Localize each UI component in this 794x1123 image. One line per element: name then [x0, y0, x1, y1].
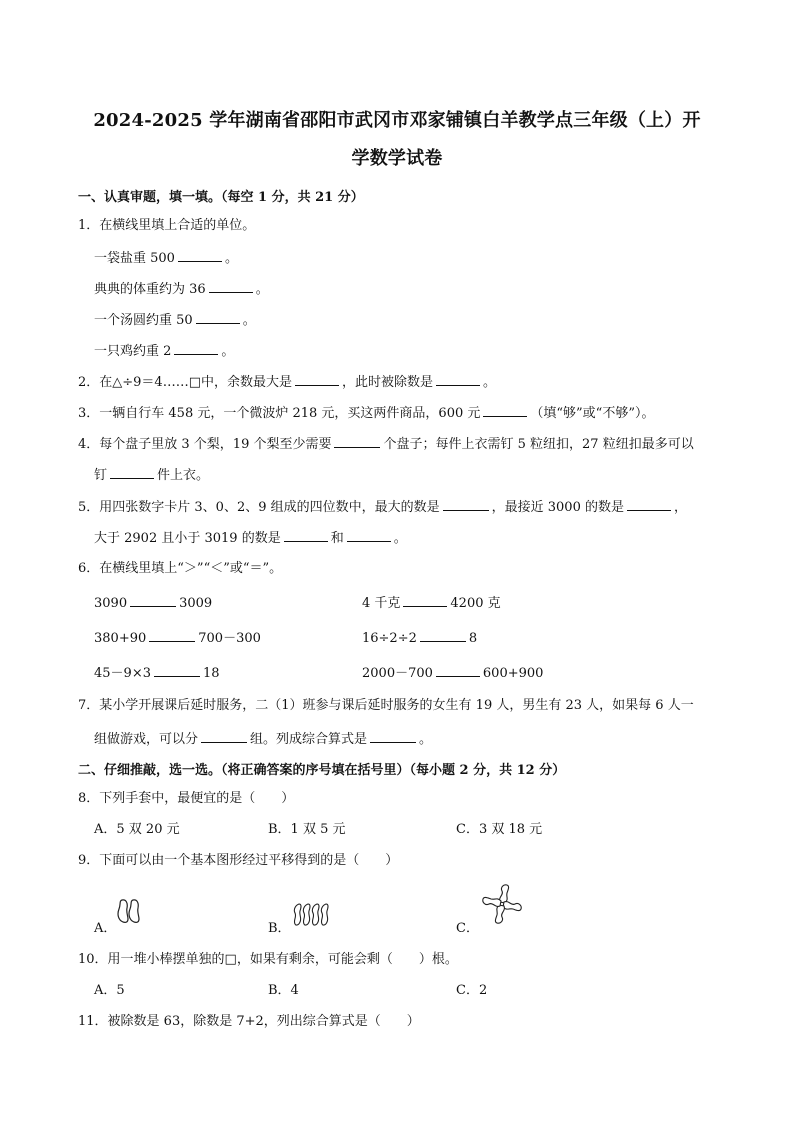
q4-text-mid: 个盘子；每件上衣需钉 5 粒纽扣，27 粒纽扣最多可以	[383, 437, 694, 452]
compare-right: 600+900	[482, 666, 544, 681]
q1-item-3-text: 一个汤圆约重 50	[94, 313, 193, 328]
q6-compare-2	[362, 593, 501, 613]
q1-item-3-end: 。	[242, 313, 256, 328]
q4-line2-text: 钉	[94, 468, 108, 483]
exam-title-line1: 2024-2025 学年湖南省邵阳市武冈市邓家铺镇白羊教学点三年级（上）开	[93, 110, 701, 131]
q6-stem: 6．在横线里填上“＞”“＜”或“＝”。	[78, 561, 283, 576]
q4-line2-end: 件上衣。	[157, 468, 210, 483]
q11-stem: 11．被除数是 63，除数是 7+2，列出综合算式是（ ）	[78, 1014, 420, 1029]
q1-item-4-text: 一只鸡约重 2	[94, 344, 172, 359]
q6-compare-4	[362, 628, 477, 648]
compare-right: 4200 克	[450, 596, 501, 611]
q2-text: 2．在△÷9＝4……□中，余数最大是	[78, 375, 292, 390]
compare-left: 4 千克	[362, 596, 401, 611]
answer-blank[interactable]	[443, 497, 489, 511]
answer-blank[interactable]	[436, 372, 480, 386]
answer-blank[interactable]	[627, 497, 671, 511]
q2	[78, 372, 496, 392]
q1-item-1-end: 。	[224, 251, 238, 266]
q5-line2	[94, 528, 407, 548]
q5-line2-end: 。	[393, 531, 407, 546]
answer-blank[interactable]	[149, 628, 195, 642]
q5-line2-mid: 和	[330, 531, 344, 546]
q8-option-b[interactable]: B．1 双 5 元	[268, 822, 346, 837]
answer-blank[interactable]	[295, 372, 339, 386]
section1-heading: 一、认真审题，填一填。（每空 1 分，共 21 分）	[78, 190, 364, 205]
q1-item-1	[94, 248, 238, 268]
answer-blank[interactable]	[420, 628, 466, 642]
answer-blank[interactable]	[284, 528, 328, 542]
pinwheel-figure	[478, 882, 526, 926]
answer-blank[interactable]	[130, 593, 176, 607]
q1-item-2-end: 。	[255, 282, 269, 297]
q4-line1	[78, 434, 694, 454]
q2-text-mid: ，此时被除数是	[342, 375, 434, 390]
q10-option-c[interactable]: C．2	[456, 983, 488, 998]
answer-blank[interactable]	[154, 663, 200, 677]
q3-text: 3．一辆自行车 458 元，一个微波炉 218 元，买这两件商品，600 元	[78, 406, 481, 421]
q2-text-end: 。	[483, 375, 497, 390]
q5-line1	[78, 497, 687, 517]
q10-stem: 10．用一堆小棒摆单独的□，如果有剩余，可能会剩（ ）根。	[78, 952, 458, 967]
q5-text-mid: ，最接近 3000 的数是	[491, 500, 624, 515]
section2-heading: 二、仔细推敲，选一选。（将正确答案的序号填在括号里）（每小题 2 分，共 12 分）	[78, 763, 566, 778]
answer-blank[interactable]	[370, 729, 416, 743]
q1-stem: 1．在横线里填上合适的单位。	[78, 218, 256, 233]
compare-left: 380+90	[94, 631, 147, 646]
compare-left: 45－9×3	[94, 666, 151, 681]
compare-right: 8	[468, 631, 478, 646]
q6-compare-3	[94, 628, 261, 648]
answer-blank[interactable]	[196, 310, 240, 324]
answer-blank[interactable]	[483, 403, 527, 417]
q3-text-end: （填“够”或“不够”）。	[530, 406, 655, 421]
q4-text: 4．每个盘子里放 3 个梨，19 个梨至少需要	[78, 437, 332, 452]
wave-row-figure	[292, 902, 332, 926]
q8-option-c[interactable]: C．3 双 18 元	[456, 822, 543, 837]
answer-blank[interactable]	[178, 248, 222, 262]
q5-text-end: ，	[673, 500, 687, 515]
compare-left: 16÷2÷2	[362, 631, 417, 646]
q9-option-a[interactable]: A．	[94, 921, 117, 936]
q10-option-a[interactable]: A．5	[94, 983, 125, 998]
q7-line2-text: 组做游戏，可以分	[94, 732, 199, 747]
q6-compare-6	[362, 663, 543, 683]
q1-item-2	[94, 279, 269, 299]
bean-pair-figure	[116, 898, 144, 924]
q5-line2-text: 大于 2902 且小于 3019 的数是	[94, 531, 281, 546]
q1-item-2-text: 典典的体重约为 36	[94, 282, 206, 297]
answer-blank[interactable]	[201, 729, 247, 743]
q9-option-c[interactable]: C．	[456, 921, 479, 936]
answer-blank[interactable]	[334, 434, 380, 448]
q4-line2	[94, 465, 209, 485]
q8-option-a[interactable]: A．5 双 20 元	[94, 822, 180, 837]
q7-line2	[94, 729, 432, 749]
compare-left: 2000－700	[362, 666, 433, 681]
answer-blank[interactable]	[347, 528, 391, 542]
q1-item-3	[94, 310, 256, 330]
q1-item-1-text: 一袋盐重 500	[94, 251, 175, 266]
q5-text: 5．用四张数字卡片 3、0、2、9 组成的四位数中，最大的数是	[78, 500, 440, 515]
q1-item-4	[94, 341, 234, 361]
exam-title-line2: 学数学试卷	[351, 148, 443, 169]
q1-item-4-end: 。	[221, 344, 235, 359]
answer-blank[interactable]	[403, 593, 447, 607]
q6-compare-5	[94, 663, 220, 683]
compare-right: 700－300	[198, 631, 261, 646]
q10-option-b[interactable]: B．4	[268, 983, 299, 998]
compare-left: 3090	[94, 596, 128, 611]
q9-option-b[interactable]: B．	[268, 921, 291, 936]
answer-blank[interactable]	[209, 279, 253, 293]
q7-line1: 7．某小学开展课后延时服务，二（1）班参与课后延时服务的女生有 19 人，男生有 23 人，如果每 6 人一	[78, 698, 694, 713]
q9-stem: 9．下面可以由一个基本图形经过平移得到的是（ ）	[78, 853, 399, 868]
answer-blank[interactable]	[436, 663, 480, 677]
q8-stem: 8．下列手套中，最便宜的是（ ）	[78, 791, 295, 806]
q7-line2-end: 。	[419, 732, 433, 747]
compare-right: 18	[202, 666, 220, 681]
answer-blank[interactable]	[110, 465, 154, 479]
q6-compare-1	[94, 593, 212, 613]
answer-blank[interactable]	[174, 341, 218, 355]
q7-line2-mid: 组。列成综合算式是	[250, 732, 368, 747]
compare-right: 3009	[179, 596, 213, 611]
q3	[78, 403, 654, 423]
